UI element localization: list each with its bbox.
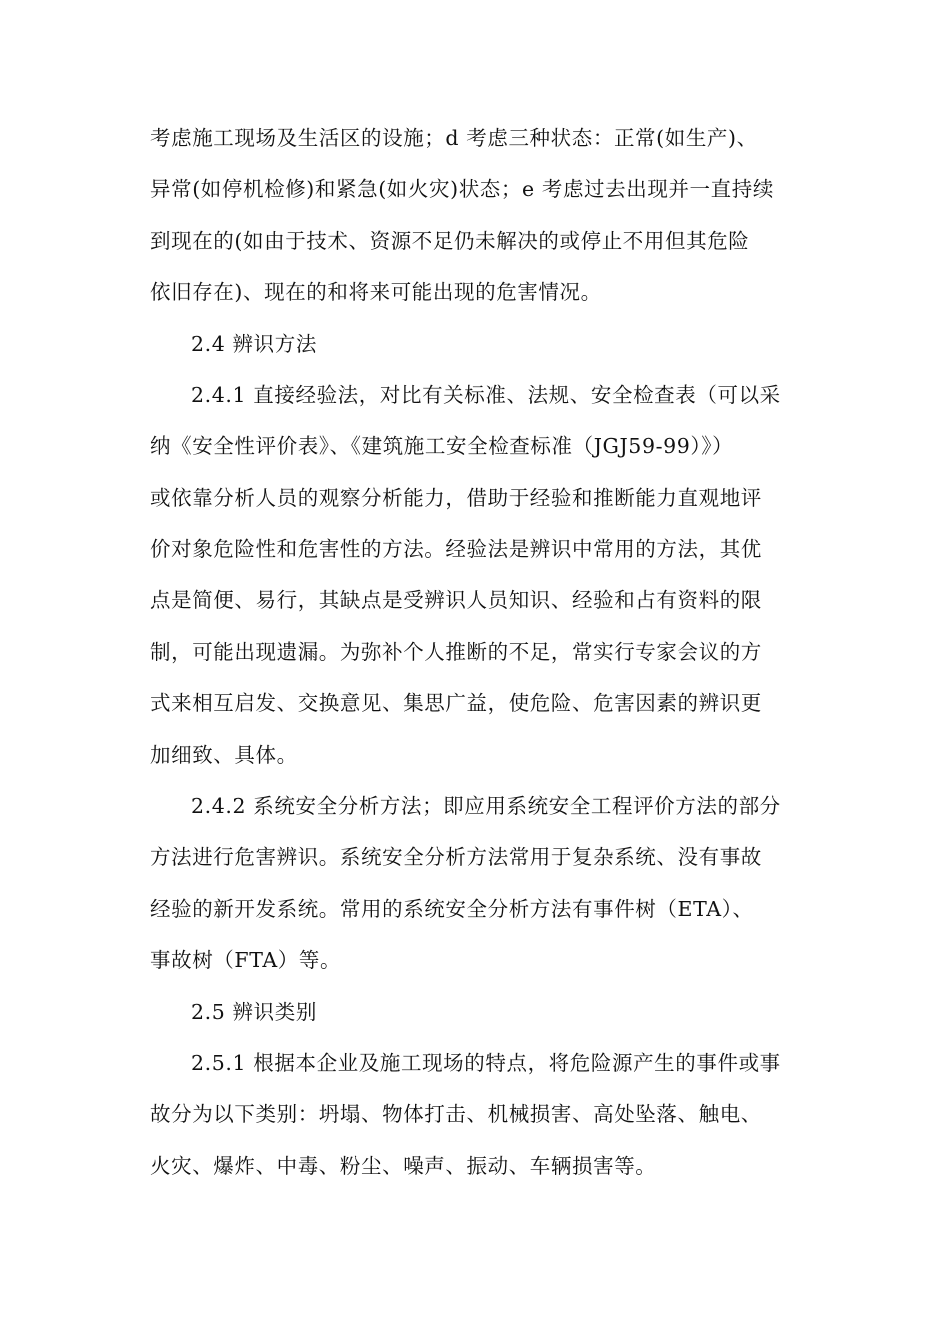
paragraph-line: 2.4.1 直接经验法，对比有关标准、法规、安全检查表（可以采: [191, 383, 781, 407]
paragraph-line: 考虑施工现场及生活区的设施；d 考虑三种状态：正常(如生产)、: [150, 126, 758, 150]
paragraph-line: 故分为以下类别：坍塌、物体打击、机械损害、高处坠落、触电、: [150, 1102, 762, 1126]
paragraph-line: 到现在的(如由于技术、资源不足仍未解决的或停止不用但其危险: [150, 229, 750, 253]
paragraph-line: 制，可能出现遗漏。为弥补个人推断的不足，常实行专家会议的方: [150, 640, 762, 664]
paragraph-line: 2.5.1 根据本企业及施工现场的特点，将危险源产生的事件或事: [191, 1051, 781, 1075]
paragraph-line: 纳《安全性评价表》、《建筑施工安全检查标准（JGJ59-99）》）: [150, 434, 734, 458]
section-heading-2-4: 2.4 辨识方法: [191, 332, 317, 356]
paragraph-line: 事故树（FTA）等。: [150, 948, 342, 972]
paragraph-line: 异常(如停机检修)和紧急(如火灾)状态；e 考虑过去出现并一直持续: [150, 177, 774, 201]
paragraph-line: 加细致、具体。: [150, 743, 298, 767]
paragraph-line: 或依靠分析人员的观察分析能力，借助于经验和推断能力直观地评: [150, 486, 762, 510]
paragraph-line: 2.4.2 系统安全分析方法；即应用系统安全工程评价方法的部分: [191, 794, 781, 818]
paragraph-line: 式来相互启发、交换意见、集思广益，使危险、危害因素的辨识更: [150, 691, 762, 715]
paragraph-line: 点是简便、易行，其缺点是受辨识人员知识、经验和占有资料的限: [150, 588, 762, 612]
section-heading-2-5: 2.5 辨识类别: [191, 1000, 317, 1024]
paragraph-line: 依旧存在)、现在的和将来可能出现的危害情况。: [150, 280, 602, 304]
paragraph-line: 价对象危险性和危害性的方法。经验法是辨识中常用的方法，其优: [150, 537, 762, 561]
paragraph-line: 经验的新开发系统。常用的系统安全分析方法有事件树（ETA）、: [150, 897, 754, 921]
paragraph-line: 火灾、爆炸、中毒、粉尘、噪声、振动、车辆损害等。: [150, 1154, 657, 1178]
paragraph-line: 方法进行危害辨识。系统安全分析方法常用于复杂系统、没有事故: [150, 845, 762, 869]
